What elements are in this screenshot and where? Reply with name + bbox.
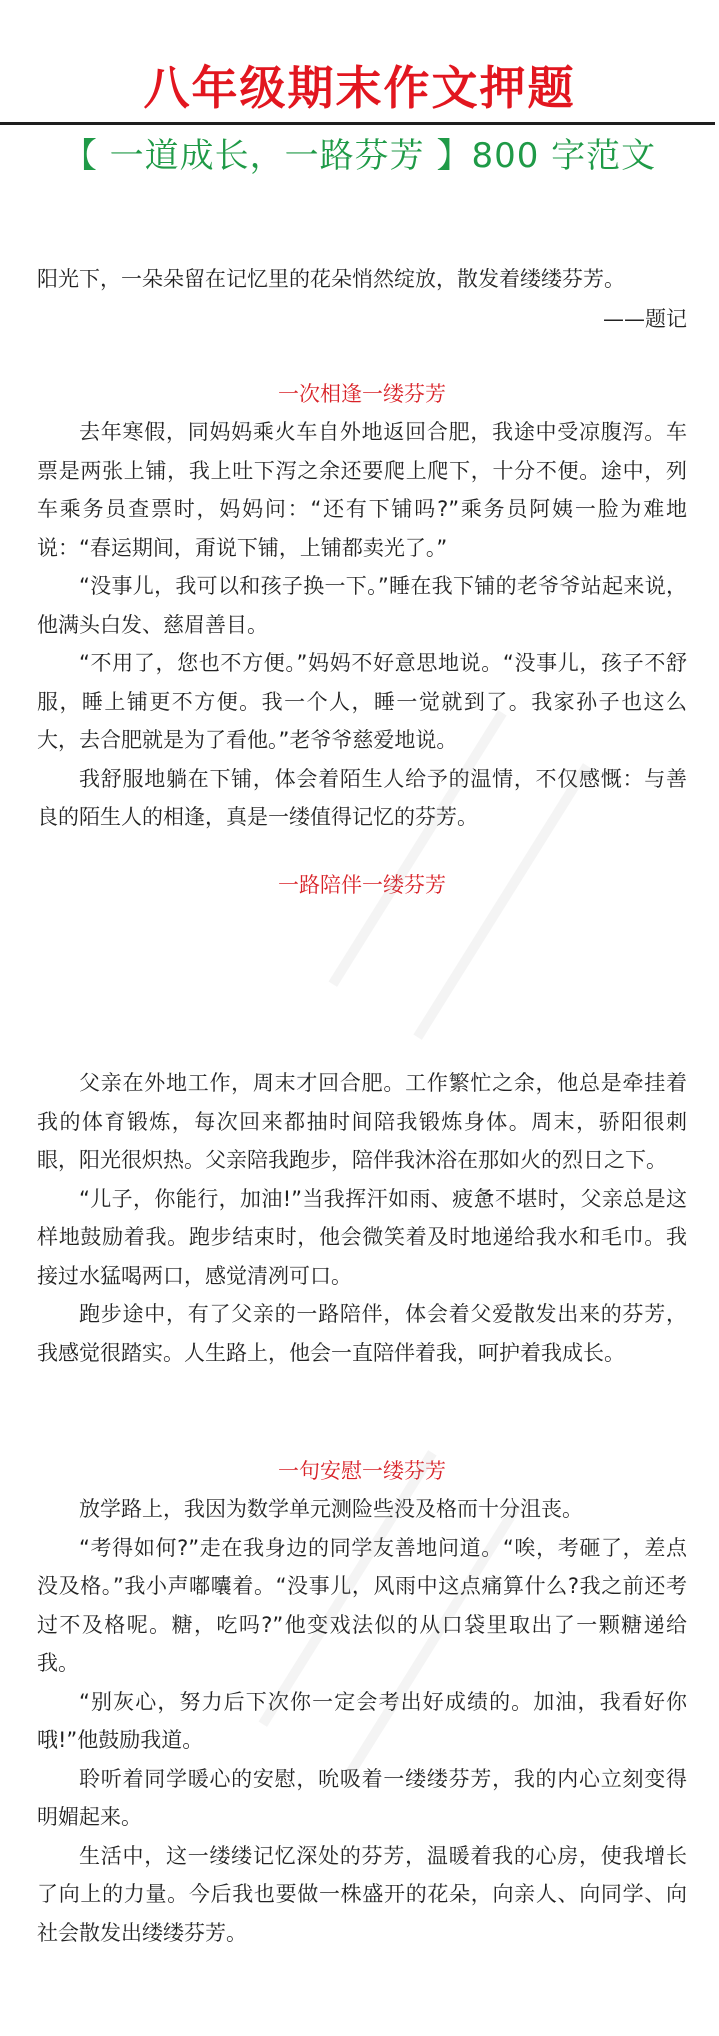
section-paragraph: 父亲在外地工作，周末才回合肥。工作繁忙之余，他总是牵挂着我的体育锻炼，每次回来都抽时间陪我锻炼身体。周末，骄阳很刺眼，阳光很炽热。父亲陪我跑步，陪伴我沐浴在那如火的烈日之下。 — [37, 1071, 687, 1172]
section-heading: 一路陪伴一缕芬芳 — [278, 873, 446, 897]
section-paragraph: 聆听着同学暖心的安慰，吮吸着一缕缕芬芳，我的内心立刻变得明媚起来。 — [37, 1766, 687, 1829]
section-2 — [37, 1064, 687, 1372]
section-2-heading-block — [37, 866, 687, 904]
page-title: 八年级期末作文押题 — [143, 61, 576, 115]
section-paragraph: 我舒服地躺在下铺，体会着陌生人给予的温情，不仅感慨：与善良的陌生人的相逢，真是一缕值得记忆的芬芳。 — [37, 766, 687, 829]
epigraph-text: 阳光下，一朵朵留在记忆里的花朵悄然绽放，散发着缕缕芬芳。 — [37, 267, 625, 291]
section-paragraph: “考得如何?”走在我身边的同学友善地问道。“唉，考砸了，差点没及格。”我小声嘟囔着。“没事儿，风雨中这点痛算什么?我之前还考过不及格呢。糖，吃吗?”他变戏法似的从口袋里取出了一颗糖递给我。 — [37, 1535, 687, 1675]
epigraph-signature: ——题记 — [603, 307, 687, 331]
section-3 — [37, 1452, 687, 1952]
section-paragraph: “儿子，你能行，加油!”当我挥汗如雨、疲惫不堪时，父亲总是这样地鼓励着我。跑步结束时，他会微笑着及时地递给我水和毛巾。我接过水猛喝两口，感觉清冽可口。 — [37, 1186, 687, 1288]
section-paragraph: “别灰心，努力后下次你一定会考出好成绩的。加油，我看好你哦!”他鼓励我道。 — [37, 1689, 687, 1752]
section-heading: 一句安慰一缕芬芳 — [278, 1459, 446, 1483]
section-paragraph: 去年寒假，同妈妈乘火车自外地返回合肥，我途中受凉腹泻。车票是两张上铺，我上吐下泻之余还要爬上爬下，十分不便。途中，列车乘务员查票时，妈妈问：“还有下铺吗?”乘务员阿姨一脸为难地说：“春运期间，甭说下铺，上铺都卖光了。” — [37, 420, 687, 560]
section-paragraph: “没事儿，我可以和孩子换一下。”睡在我下铺的老爷爷站起来说，他满头白发、慈眉善目。 — [37, 574, 687, 637]
section-paragraph: 放学路上，我因为数学单元测险些没及格而十分沮丧。 — [79, 1497, 583, 1521]
title-divider — [0, 122, 715, 125]
section-paragraph: “不用了，您也不方便。”妈妈不好意思地说。“没事儿，孩子不舒服，睡上铺更不方便。我一个人，睡一觉就到了。我家孙子也这么大，去合肥就是为了看他。”老爷爷慈爱地说。 — [37, 651, 687, 752]
page-subtitle: 【 一道成长，一路芬芳 】800 字范文 — [62, 136, 657, 176]
section-paragraph: 跑步途中，有了父亲的一路陪伴，体会着父爱散发出来的芬芳，我感觉很踏实。人生路上，他会一直陪伴着我，呵护着我成长。 — [37, 1302, 687, 1365]
section-heading: 一次相逢一缕芬芳 — [278, 382, 446, 406]
section-1 — [37, 375, 687, 837]
section-paragraph: 生活中，这一缕缕记忆深处的芬芳，温暖着我的心房，使我增长了向上的力量。今后我也要做一株盛开的花朵，向亲人、向同学、向社会散发出缕缕芬芳。 — [37, 1843, 687, 1945]
